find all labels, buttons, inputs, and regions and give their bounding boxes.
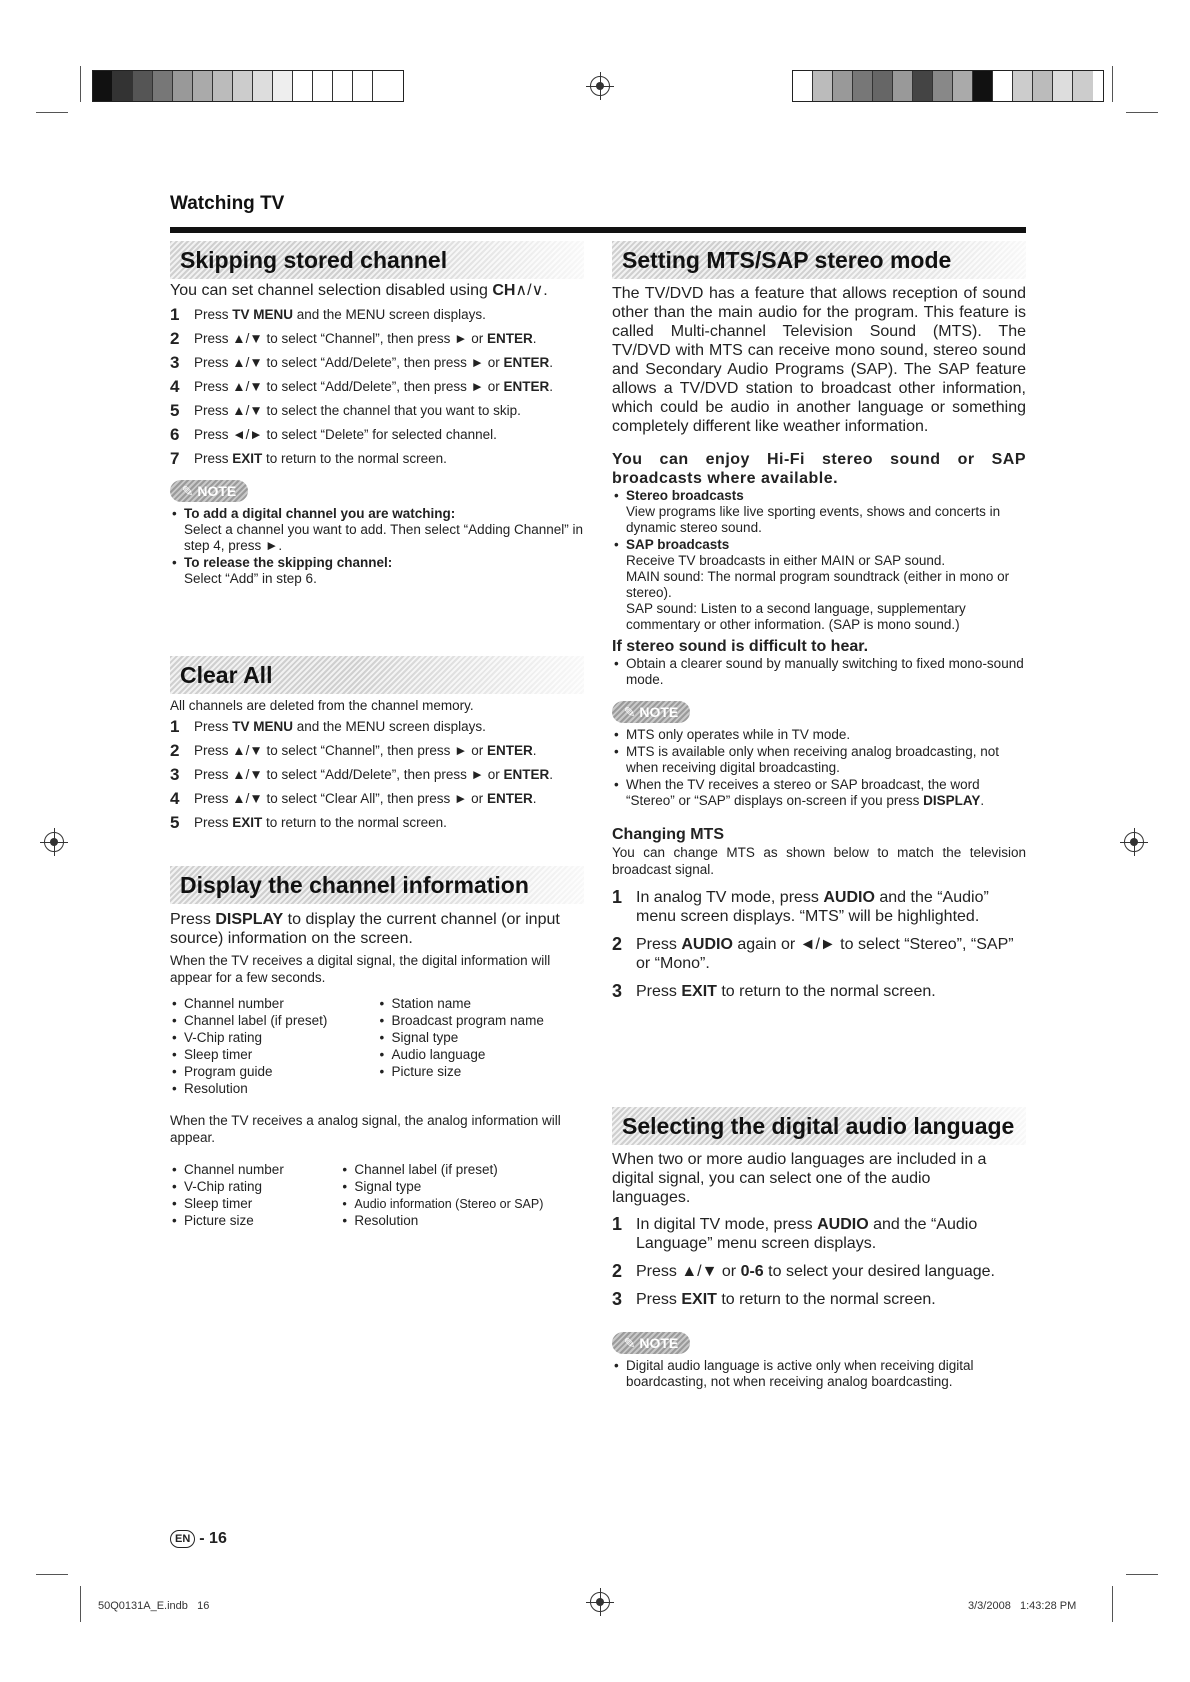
page-header-title: Watching TV [170,193,285,214]
info-item: • Picture size [170,1213,328,1229]
step-text: Press [194,451,233,466]
step-number: 3 [612,1289,623,1309]
display-key: DISPLAY [923,793,981,808]
digital-info-text: When the TV receives a digital signal, the digital information will appear for a few seconds. [170,953,551,985]
section-title-mts: Setting MTS/SAP stereo mode [612,241,1026,279]
skipping-notes [170,506,588,587]
section-title-audio-language: Selecting the digital audio language [612,1107,1026,1145]
step-key: ENTER [486,331,533,346]
ch-arrows: ∧/∨. [515,282,548,299]
info-item: • Picture size [378,1064,589,1080]
step-text: In analog TV mode, press [636,889,824,906]
note-badge [170,480,248,502]
note-text: Select “Add” in step 6. [184,571,317,586]
info-item: • Channel label (if preset) [170,1013,372,1029]
step-item [170,814,588,831]
note-item [170,506,588,554]
step-item [170,742,588,759]
step-number: 1 [612,1214,623,1234]
broadcast-heading: • SAP broadcasts [626,537,730,552]
step-key: ENTER [503,355,550,370]
digital-info-col1 [170,996,372,1098]
analog-info-col1 [170,1162,328,1230]
display-key: DISPLAY [215,911,284,928]
step-number: 3 [170,353,180,372]
language-badge: EN [170,1530,195,1548]
intro-text: to display the current channel (or input source) information on the screen. [170,911,560,947]
step-text: Press ◄/► to select “Delete” for selected channel. [194,427,497,442]
step-item [612,1290,1026,1309]
step-number: 4 [170,377,180,396]
step-key: ENTER [503,379,550,394]
step-number: 3 [170,765,180,784]
step-key: TV MENU [232,307,294,322]
info-item: • V-Chip rating [170,1030,372,1046]
header-rule [170,227,1026,233]
note-item: • Digital audio language is active only when receiving digital boardcasting, not when receiving analog boardcasting. [612,1358,1026,1390]
step-key: TV MENU [232,719,294,734]
hifi-heading: You can enjoy Hi-Fi stereo sound or SAP broadcasts where available. [612,451,1026,487]
page-number [170,1530,227,1548]
note-badge [612,701,690,723]
step-text: to return to the normal screen. [716,983,936,1000]
mts-body [612,284,1026,1010]
step-item [170,426,588,443]
registration-bar-right [792,70,1104,102]
footer-file: 50Q0131A_E.indb 16 [98,1600,210,1612]
step-text: Press [636,1291,682,1308]
mts-notes [612,727,1026,809]
step-item [170,450,588,467]
step-text: to return to the normal screen. [262,451,447,466]
broadcast-item [612,488,1026,536]
step-text: . [549,379,553,394]
step-number: 1 [170,717,180,736]
step-text: Press ▲/▼ to select the channel that you want to skip. [194,403,521,418]
note-icon: ✎ [623,1335,640,1351]
step-text: Press ▲/▼ to select “Clear All”, then press ► or [194,791,487,806]
section-title-skipping: Skipping stored channel [170,241,584,279]
footer-date: 3/3/2008 1:43:28 PM [968,1600,1077,1612]
step-text: and the MENU screen displays. [293,307,486,322]
step-text: to select your desired language. [763,1263,995,1280]
changing-mts-heading: Changing MTS [612,826,724,843]
step-text: Press ▲/▼ or [636,1263,741,1280]
difficult-list [612,656,1026,688]
step-number: 5 [170,813,180,832]
step-item [612,935,1026,973]
step-key: EXIT [681,983,717,1000]
skipping-steps [170,306,588,467]
step-number: 5 [170,401,180,420]
page-number-text: - 16 [199,1530,227,1547]
info-item: • Resolution [340,1213,588,1229]
step-number: 2 [612,1261,623,1281]
note-item [612,777,1026,809]
step-text: and the “Audio Language” menu screen displays. [636,1216,978,1252]
audio-language-intro: When two or more audio languages are included in a digital signal, you can select one of the audio languages. [612,1151,987,1206]
step-number: 2 [170,329,180,348]
step-text: Press ▲/▼ to select “Channel”, then press ► or [194,331,487,346]
trim-mark [1112,66,1113,102]
broadcast-text: MAIN sound: The normal program soundtrack (either in mono or stereo). [626,569,1010,600]
step-text: to return to the normal screen. [716,1291,936,1308]
info-item: • Broadcast program name [378,1013,589,1029]
step-item [612,1262,1026,1281]
note-text: . [980,793,985,808]
audio-language-steps [612,1215,1026,1309]
step-item [170,306,588,323]
mts-intro: The TV/DVD has a feature that allows reception of sound other than the main audio for the program. This feature is called Multi-channel Television Sound (MTS). The TV/DVD with MTS can receive mono sound, stereo sound and Secondary Audio Programs (SAP). The SAP feature allows a TV/DVD station to broadcast other information, which could be audio in another language or something completely different like weather information. [612,285,1026,435]
broadcast-text: Receive TV broadcasts in either MAIN or SAP sound. [626,553,946,568]
info-item: • Signal type [340,1179,588,1195]
skipping-body [170,281,588,588]
step-text: Press ▲/▼ to select “Add/Delete”, then press ► or [194,767,504,782]
note-icon: ✎ [181,483,198,499]
clear-all-steps [170,718,588,831]
skipping-intro [170,281,588,300]
note-item: • MTS is available only when receiving analog broadcasting, not when receiving digital broadcasting. [612,744,1026,776]
ch-key: CH [492,282,516,299]
step-number: 7 [170,449,180,468]
step-key: EXIT [681,1291,717,1308]
difficult-heading: If stereo sound is difficult to hear. [612,638,869,655]
step-key: ENTER [503,767,550,782]
step-key: EXIT [232,451,263,466]
broadcast-item [612,537,1026,633]
step-key: ENTER [486,791,533,806]
note-label: NOTE [639,704,679,720]
broadcast-text: View programs like live sporting events, shows and concerts in dynamic stereo sound. [626,504,1001,535]
broadcast-text: SAP sound: Listen to a second language, supplementary commentary or other information. (SAP is mono sound.) [626,601,966,632]
step-text: Press ▲/▼ to select “Channel”, then press ► or [194,743,487,758]
note-heading: • To add a digital channel you are watching: [184,506,456,521]
note-item: • MTS only operates while in TV mode. [612,727,1026,743]
info-item: • Audio information (Stereo or SAP) [340,1196,588,1212]
note-label: NOTE [639,1335,679,1351]
step-number: 4 [170,789,180,808]
audio-language-body [612,1150,1026,1391]
step-item [170,718,588,735]
display-info-intro [170,910,588,948]
info-item: • Channel number [170,1162,328,1178]
note-text: Select a channel you want to add. Then select “Adding Channel” in step 4, press ►. [184,522,584,553]
step-number: 1 [170,305,180,324]
step-number: 3 [612,981,623,1001]
step-text: . [549,767,553,782]
step-item [170,402,588,419]
info-item: • Station name [378,996,589,1012]
step-key: 0-6 [740,1263,764,1280]
step-item [170,766,588,783]
info-item: • V-Chip rating [170,1179,328,1195]
info-item: • Sleep timer [170,1196,328,1212]
trim-mark [1112,1586,1113,1622]
step-text: Press [194,719,233,734]
trim-mark [1126,1574,1158,1575]
note-heading: • To release the skipping channel: [184,555,393,570]
step-number: 1 [612,887,623,907]
step-item [612,982,1026,1001]
section-title-clear-all: Clear All [170,656,584,694]
step-text: . [549,355,553,370]
note-label: NOTE [197,483,237,499]
step-text: Press [636,983,682,1000]
note-badge [612,1332,690,1354]
section-title-display-info: Display the channel information [170,866,584,904]
step-text: to return to the normal screen. [262,815,447,830]
step-item [170,378,588,395]
step-number: 6 [170,425,180,444]
step-number: 2 [170,741,180,760]
display-info-body [170,910,588,1230]
clear-all-body [170,697,588,838]
step-text: . [532,743,537,758]
step-item [612,888,1026,926]
broadcast-types [612,488,1026,633]
trim-mark [80,1586,81,1622]
changing-mts-text: You can change MTS as shown below to match the television broadcast signal. [612,845,1026,877]
info-item: • Program guide [170,1064,372,1080]
analog-info-col2 [340,1162,588,1230]
registration-bar-left [92,70,404,102]
step-key: EXIT [232,815,263,830]
info-item: • Channel number [170,996,372,1012]
trim-mark [36,1574,68,1575]
analog-info-list [170,1162,588,1230]
step-key: AUDIO [817,1216,869,1233]
difficult-item: • Obtain a clearer sound by manually switching to fixed mono-sound mode. [612,656,1026,688]
note-item [170,555,588,587]
trim-mark [80,66,81,102]
step-text: and the “Audio” menu screen displays. “MTS” will be highlighted. [636,889,989,925]
step-text: Press ▲/▼ to select “Add/Delete”, then press ► or [194,379,504,394]
intro-text: Press [170,911,216,928]
info-item: • Resolution [170,1081,372,1097]
intro-text: You can set channel selection disabled using [170,282,493,299]
crosshair-icon [44,832,64,852]
mts-steps [612,888,1026,1001]
step-key: AUDIO [681,936,733,953]
digital-info-list [170,996,588,1098]
step-number: 2 [612,934,623,954]
audio-language-notes [612,1358,1026,1390]
step-text: Press [636,936,682,953]
trim-mark [1126,112,1158,113]
step-item [170,790,588,807]
digital-info-col2 [378,996,589,1098]
crosshair-icon [590,1592,610,1612]
info-item: • Audio language [378,1047,589,1063]
step-item [170,354,588,371]
crosshair-icon [1124,832,1144,852]
crosshair-icon [590,76,610,96]
info-item: • Signal type [378,1030,589,1046]
step-key: ENTER [486,743,533,758]
info-item: • Channel label (if preset) [340,1162,588,1178]
note-icon: ✎ [623,704,640,720]
step-key: AUDIO [823,889,875,906]
step-text: . [532,791,537,806]
broadcast-heading: • Stereo broadcasts [626,488,744,503]
step-text: again or ◄/► to select “Stereo”, “SAP” or “Mono”. [636,936,1014,972]
step-item [612,1215,1026,1253]
analog-info-text: When the TV receives a analog signal, the analog information will appear. [170,1113,561,1145]
step-text: Press ▲/▼ to select “Add/Delete”, then press ► or [194,355,504,370]
note-text: When the TV receives a stereo or SAP broadcast, the word “Stereo” or “SAP” displays on-screen if you press [626,777,980,808]
step-text: In digital TV mode, press [636,1216,818,1233]
clear-all-intro: All channels are deleted from the channel memory. [170,698,474,713]
step-text: and the MENU screen displays. [293,719,486,734]
step-text: . [532,331,537,346]
trim-mark [36,112,68,113]
info-item: • Sleep timer [170,1047,372,1063]
step-text: Press [194,815,233,830]
step-item [170,330,588,347]
step-text: Press [194,307,233,322]
